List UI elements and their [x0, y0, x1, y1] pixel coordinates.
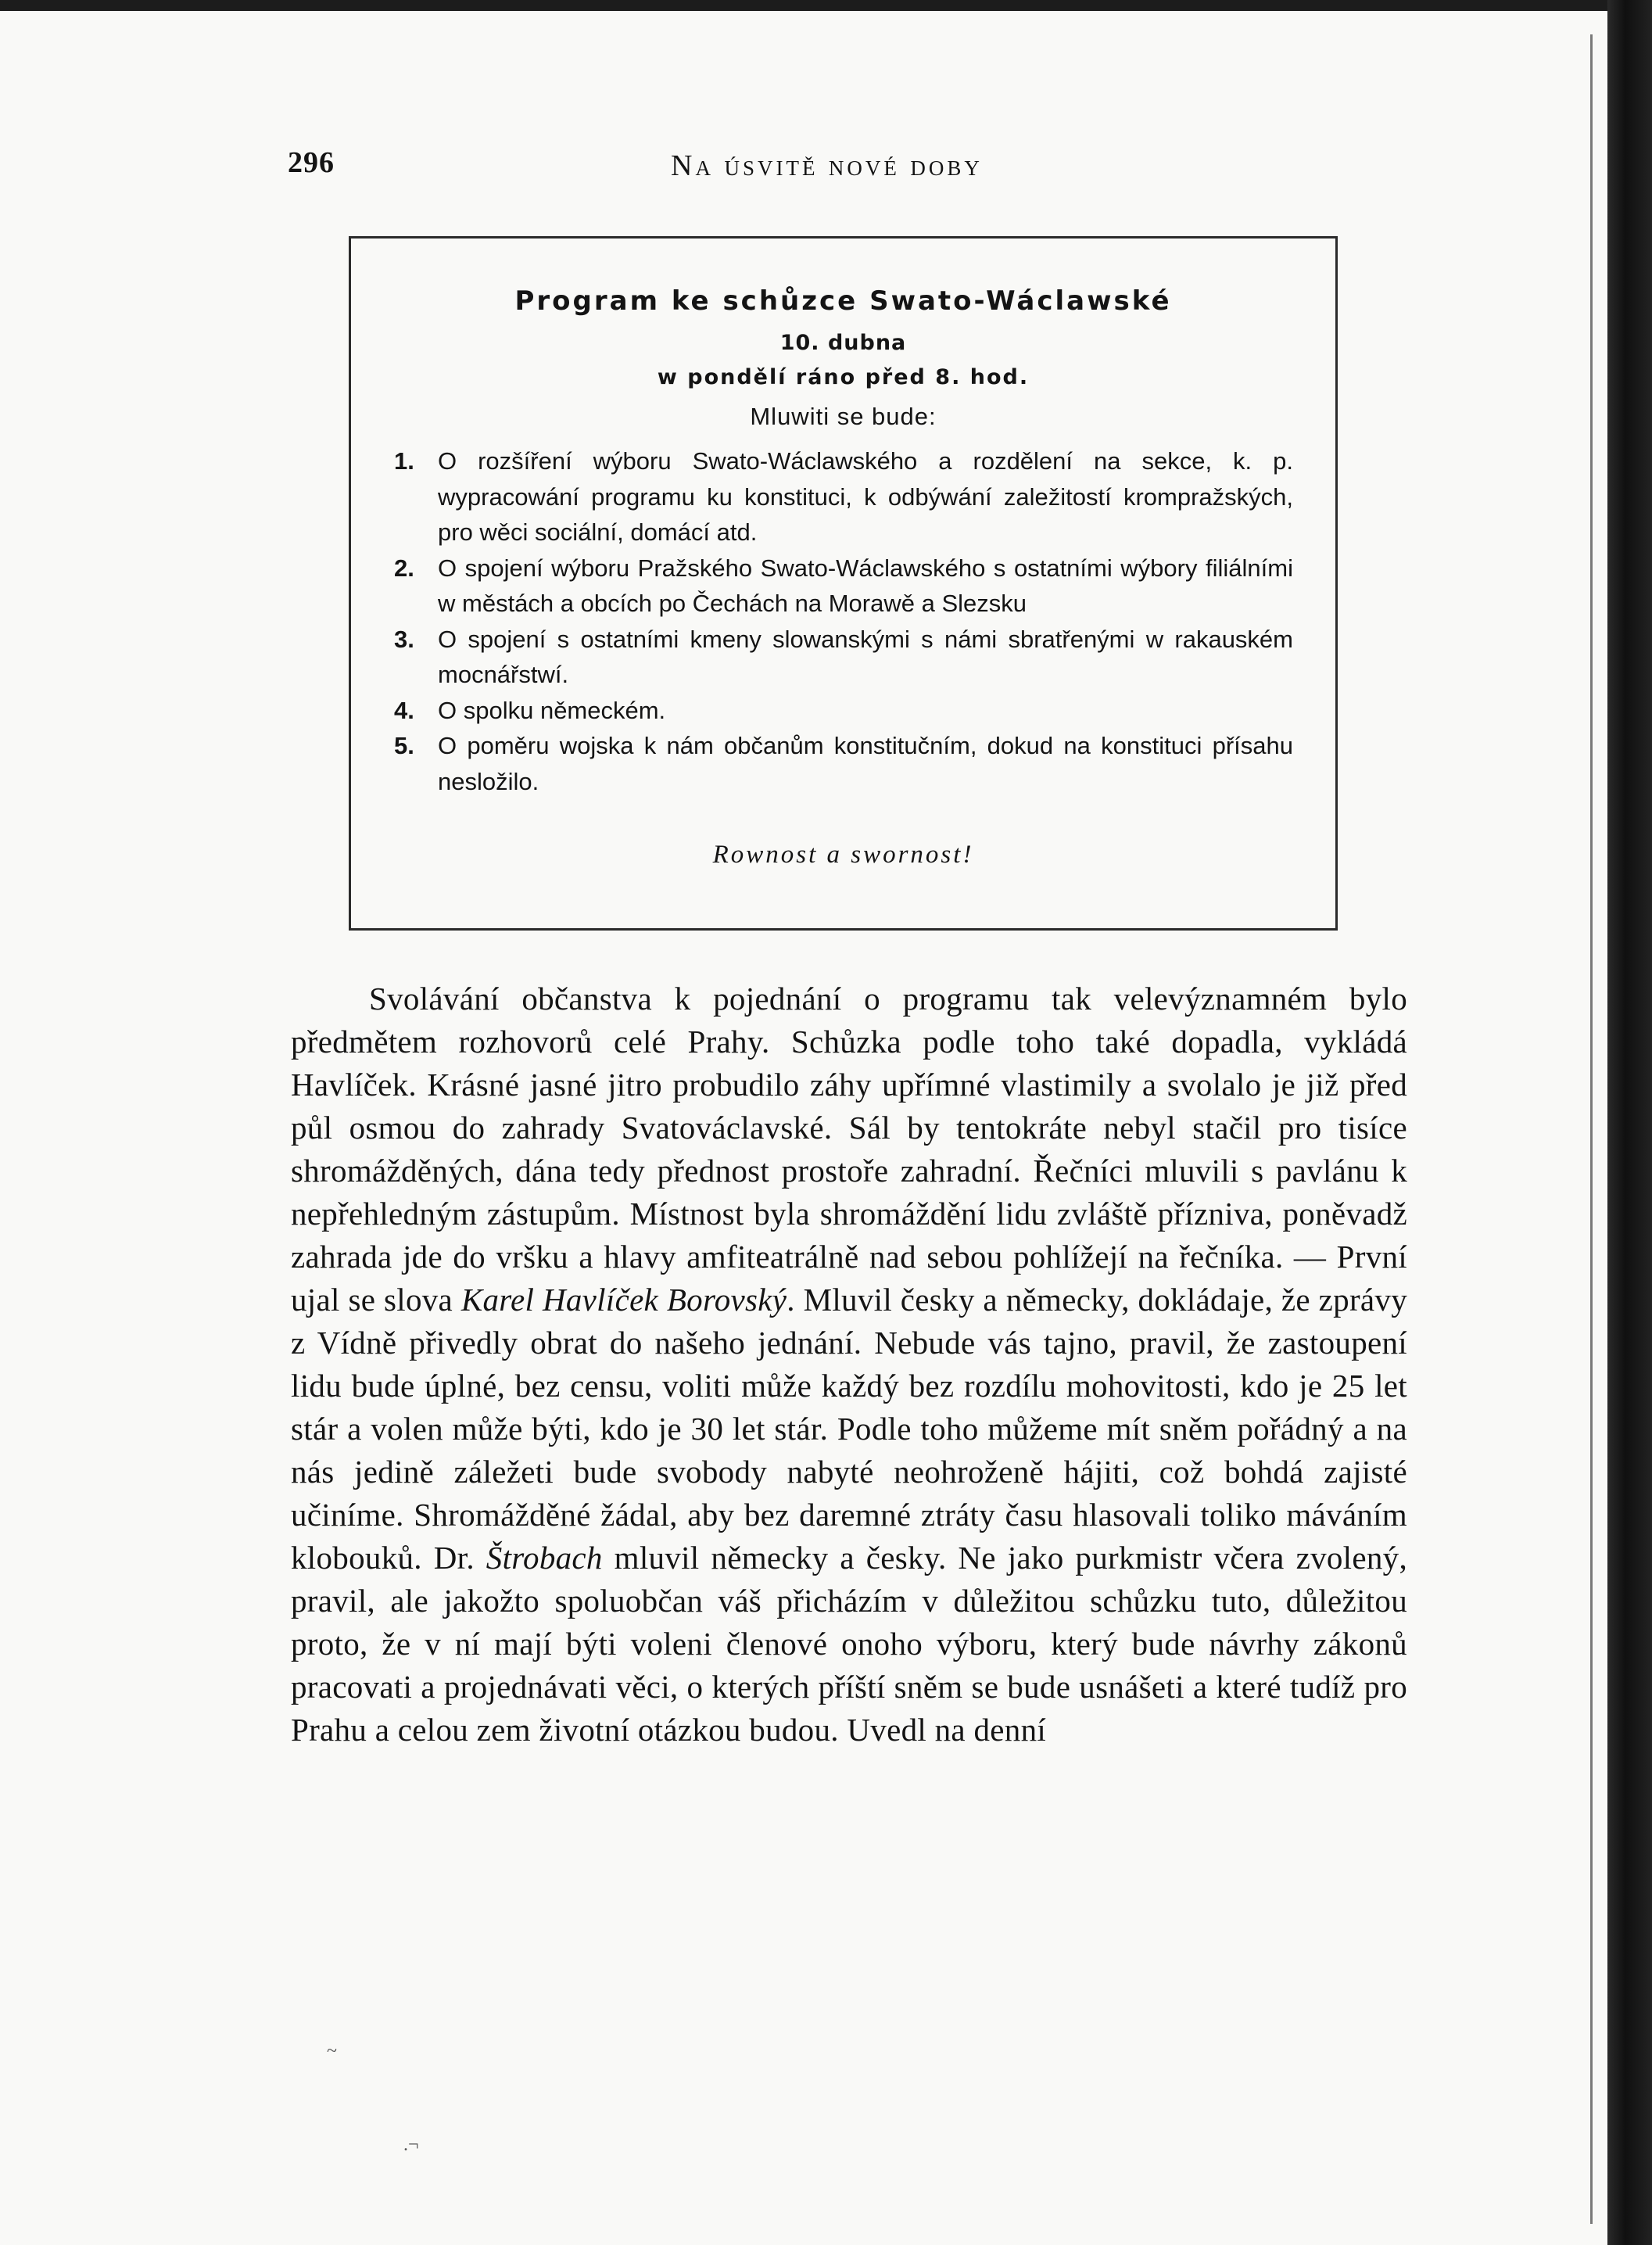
agenda-item-text: O spojení s ostatními kmeny slowanskými s námi sbratřenými w rakauském mocnářstwí.	[438, 625, 1293, 688]
notice-intro: Mluwiti se bude:	[750, 403, 937, 430]
agenda-item-number: 3.	[394, 625, 414, 653]
notice-motto: Rownost a swornost!	[712, 841, 974, 869]
notice-title: Program ke schůzce Swato-Wáclawské	[514, 285, 1172, 317]
agenda-item-text: O poměru wojska k nám občanům konstitučním, dokud na konstituci přísahu nesložilo.	[438, 732, 1293, 795]
scan-speck: .¬	[403, 2135, 419, 2155]
agenda-item-text: O spojení wýboru Pražského Swato-Wáclawského s ostatními wýbory filiálními w městách a obcích po Čechách na Morawě a Slezsku	[438, 554, 1293, 617]
book-page	[0, 11, 1607, 2245]
notice-date: 10. dubna	[779, 331, 907, 355]
body-text-part: Svolávání občanstva k pojednání o programu tak velevýznamném bylo předmětem rozhovorů celé Prahy. Schůzka podle toho také dopadla, vykládá Havlíček. Krásné jasné jitro probudilo záhy upřímné vlastimily a svolalo je již před půl osmou do zahrady Svatováclavské. Sál by tentokráte nebyl stačil pro tisíce shromážděných, dána tedy přednost prostoře zahradní. Řečníci mluvili s pavlánu k nepřehledným zástupům. Místnost byla shromáždění lidu zvláště přízniva, poněvadž zahrada jde do vršku a hlavy amfiteatrálně nad sebou pohlížejí na řečníka. — První ujal se slova	[291, 981, 1407, 1318]
body-text-part: mluvil německy a česky. Ne jako purkmistr včera zvolený, pravil, ale jakožto spoluobčan váš přicházím v důležitou schůzku tuto, důležitou proto, že v ní mají býti voleni členové onoho výboru, který bude návrhy zákonů pracovati a projednávati věci, o kterých příští sněm se bude usnášeti a které tudíž pro Prahu a celou zem životní otázkou budou. Uvedl na denní	[291, 1540, 1408, 1748]
notice-agenda-list	[394, 443, 1293, 799]
running-title: Na úsvitě nové doby	[671, 149, 983, 182]
agenda-item	[394, 550, 1293, 622]
agenda-item	[394, 443, 1293, 550]
agenda-item-text: O spolku německém.	[438, 696, 666, 724]
agenda-item-number: 4.	[394, 696, 414, 724]
page-edge-line	[1590, 34, 1593, 2224]
agenda-item-number: 2.	[394, 554, 414, 582]
page-number: 296	[288, 146, 335, 179]
notice-time: w pondělí ráno před 8. hod.	[657, 365, 1030, 389]
agenda-item	[394, 728, 1293, 799]
scan-border	[1607, 0, 1652, 2245]
agenda-item	[394, 622, 1293, 693]
agenda-item	[394, 693, 1293, 729]
person-name-strobach: Štrobach	[486, 1540, 603, 1576]
body-paragraph	[291, 977, 1407, 1752]
program-notice-box	[349, 236, 1338, 931]
person-name-havlicek: Karel Havlíček Borovský	[460, 1282, 787, 1318]
agenda-item-number: 5.	[394, 732, 414, 759]
agenda-item-text: O rozšíření wýboru Swato-Wáclawského a rozdělení na sekce, k. p. wypracowání programu ku konstituci, k odbýwání zaležitostí krompražských, pro wěci sociální, domácí atd.	[438, 447, 1293, 546]
agenda-item-number: 1.	[394, 447, 414, 475]
body-text-part: . Mluvil česky a německy, dokládaje, že zprávy z Vídně přivedly obrat do našeho jednání. Nebude vás tajno, pravil, že zastoupení lidu bude úplné, bez censu, voliti může každý bez rozdílu mohovitosti, kdo je 25 let stár a volen může býti, kdo je 30 let stár. Podle toho můžeme mít sněm pořádný a na nás jedině záležeti bude svobody nabyté neohroženě hájiti, což bohdá zajisté učiníme. Shromážděné žádal, aby bez daremné ztráty času hlasovali toliko máváním klobouků. Dr.	[291, 1282, 1407, 1576]
scan-speck: ~	[327, 2041, 337, 2061]
